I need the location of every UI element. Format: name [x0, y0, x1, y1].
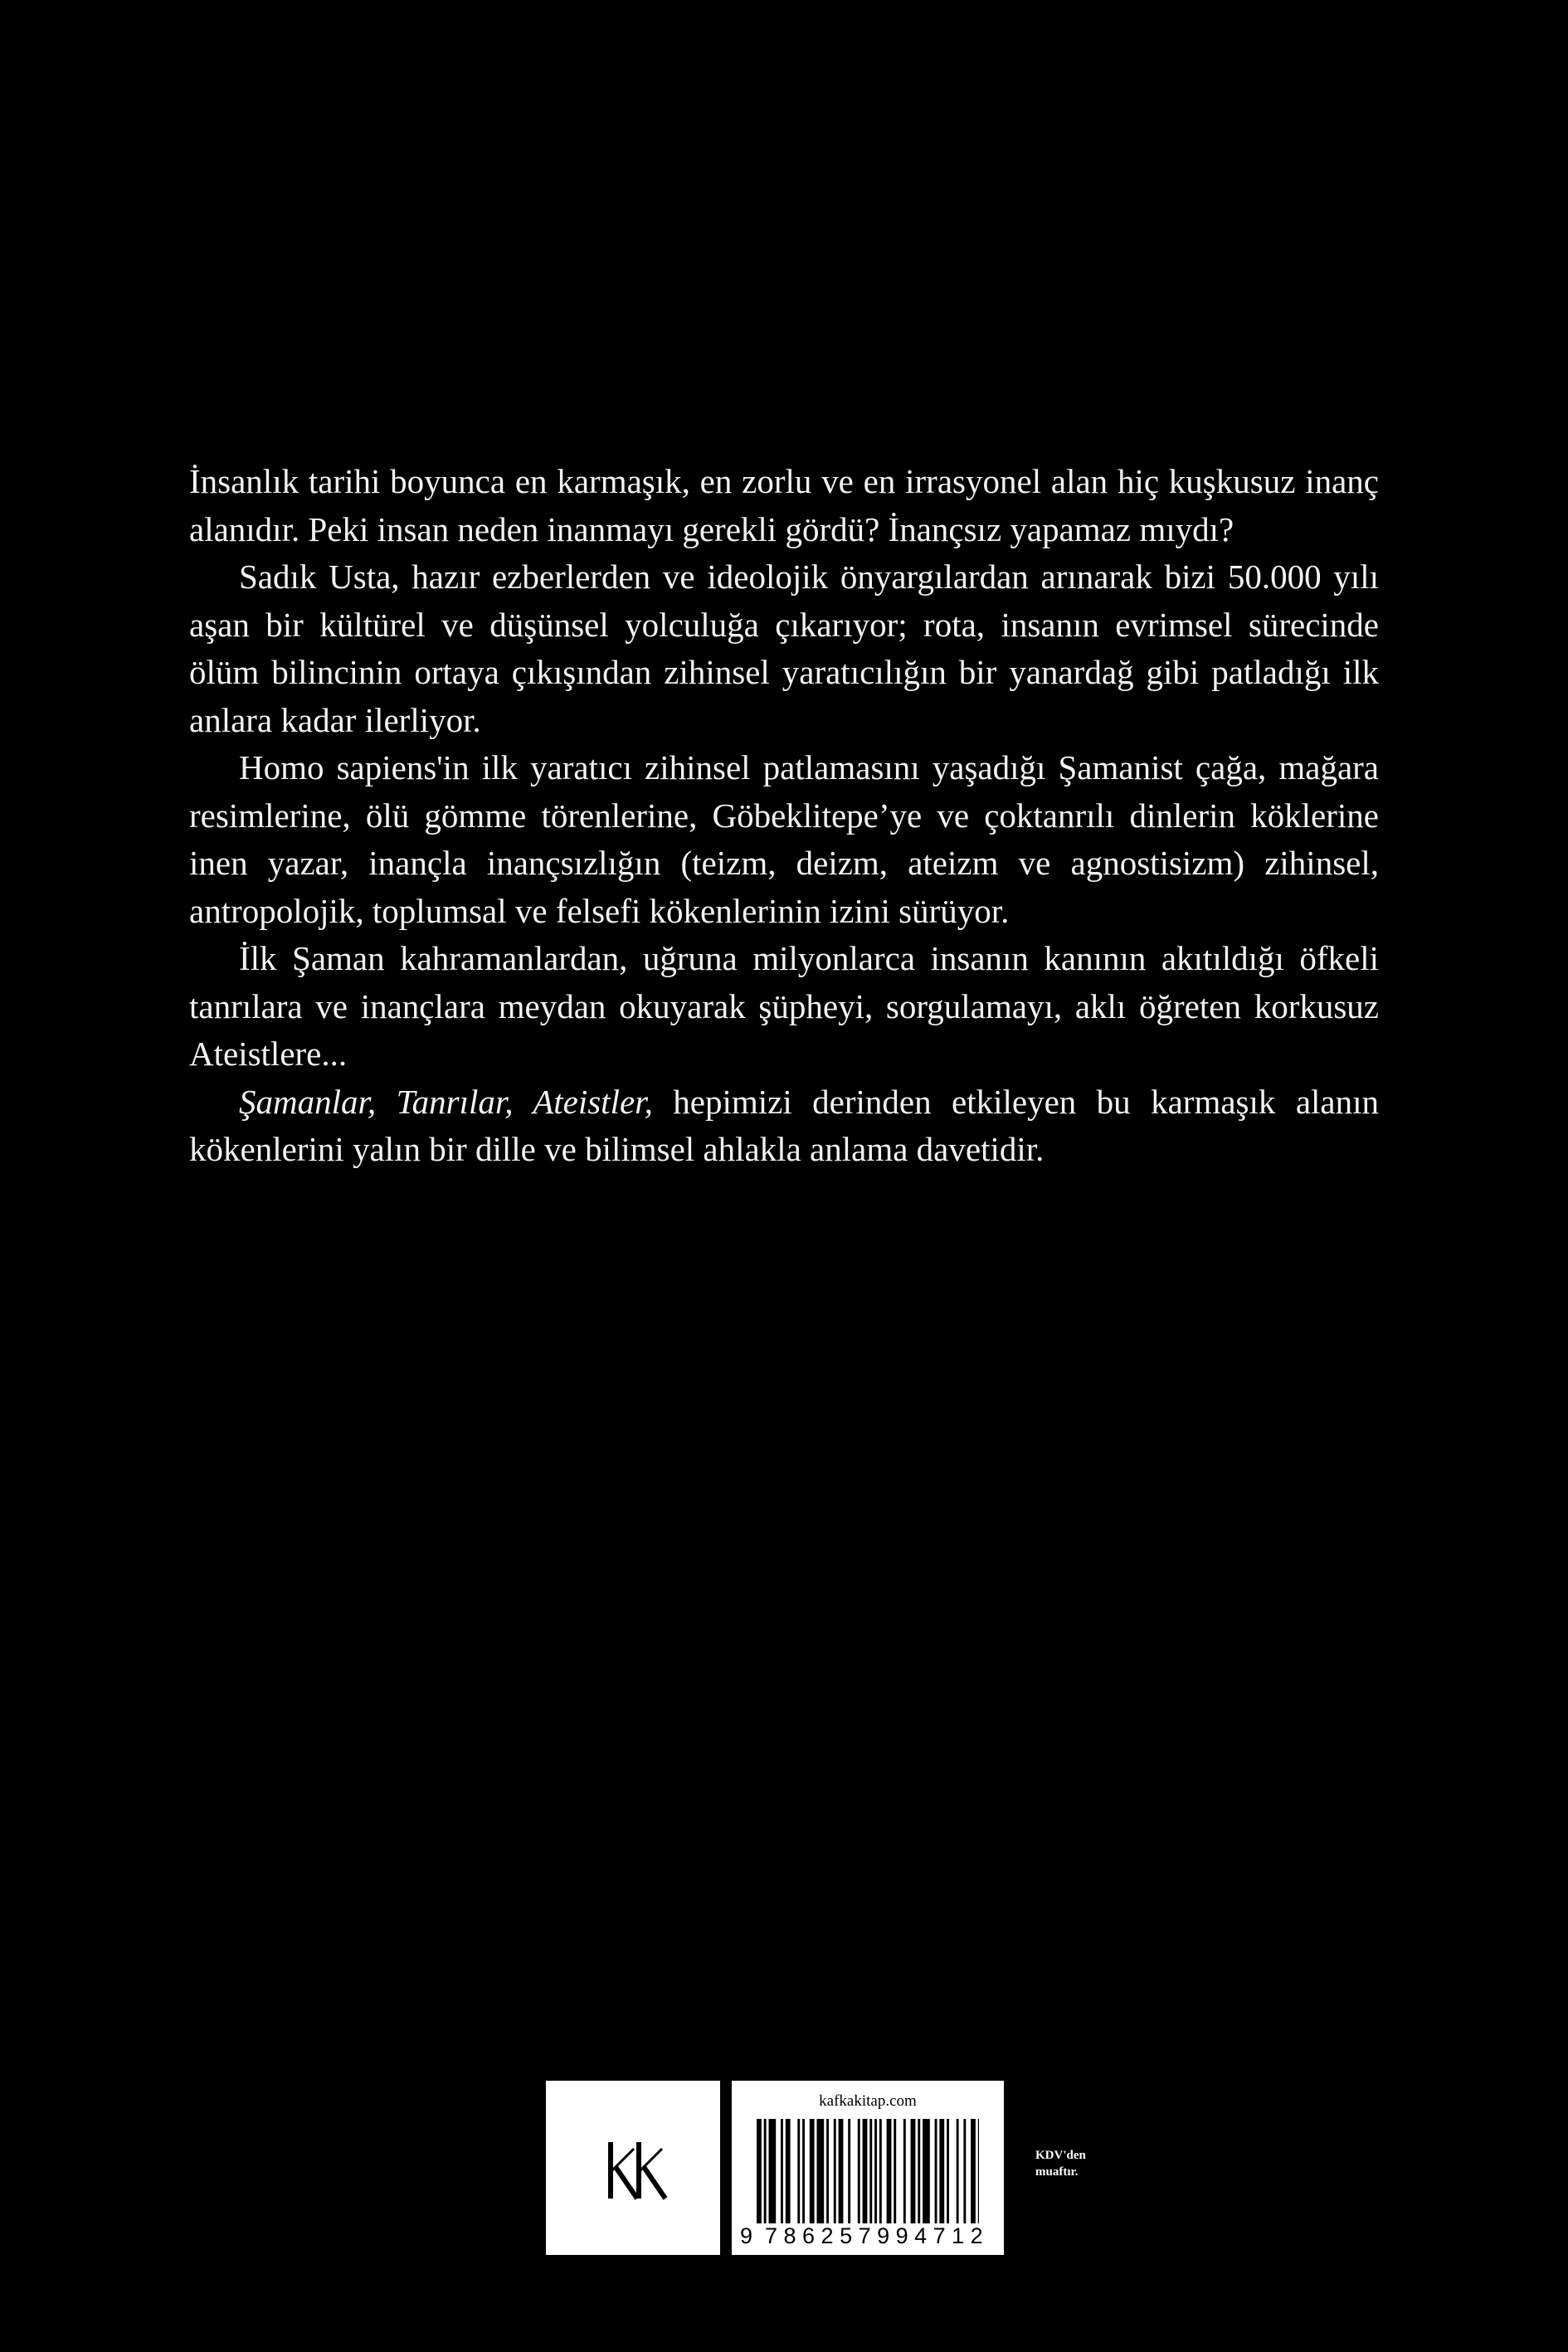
- barcode-bar: [769, 2119, 777, 2223]
- isbn-barcode: [757, 2119, 979, 2223]
- barcode-bar: [879, 2119, 882, 2223]
- barcode-bar: [802, 2119, 805, 2223]
- barcode-bar: [863, 2119, 868, 2223]
- kafka-kk-logo-icon: [546, 2081, 720, 2255]
- blurb-paragraph-3: Homo sapiens'in ilk yaratıcı zihinsel patlamasını yaşadığı Şamanist çağa, mağara resimlerine, ölü gömme törenlerine, Göbeklitepe’ye ve çoktanrılı dinlerin köklerine inen yazar, inançla inançsızlığın (teizm, deizm, ateizm ve agnostisizm) zihinsel, antropolojik, toplumsal ve felsefi kökenlerinin izini sürüyor.: [189, 748, 1379, 930]
- barcode-bar: [848, 2119, 850, 2223]
- barcode-bar: [797, 2119, 800, 2223]
- barcode-bar: [858, 2119, 860, 2223]
- vat-note-line-1: KDV'den: [1035, 2149, 1086, 2162]
- vat-exempt-note: [1035, 2147, 1110, 2180]
- publisher-website: kafkakitap.com: [819, 2092, 917, 2110]
- back-cover-blurb: [189, 458, 1379, 1174]
- barcode-bar: [935, 2119, 937, 2223]
- barcode-bar: [874, 2119, 877, 2223]
- barcode-bar: [978, 2119, 979, 2223]
- barcode-bar: [947, 2119, 949, 2223]
- barcode-bar: [963, 2119, 966, 2223]
- barcode-bar: [817, 2119, 825, 2223]
- barcode-bar: [923, 2119, 930, 2223]
- barcode-bar: [757, 2119, 762, 2223]
- blurb-paragraph-1: İnsanlık tarihi boyunca en karmaşık, en zorlu ve en irrasyonel alan hiç kuşkusuz inanç alanıdır. Peki insan neden inanmayı gerekli gördü? İnançsız yapamaz mıydı?: [189, 462, 1379, 548]
- barcode-bar: [957, 2119, 959, 2223]
- barcode-bar: [911, 2119, 916, 2223]
- barcode-bar: [971, 2119, 976, 2223]
- barcode-box: [732, 2081, 1004, 2255]
- barcode-bar: [810, 2119, 815, 2223]
- blurb-paragraph-5: [189, 1079, 1379, 1174]
- blurb-paragraph-5-text: hepimizi derinden etkileyen bu karmaşık alanın kökenlerini yalın bir dille ve bilimsel ahlakla anlama davetidir.: [189, 1082, 1379, 1168]
- publisher-logo-box: [546, 2081, 720, 2255]
- barcode-bar: [839, 2119, 844, 2223]
- barcode-bar: [786, 2119, 791, 2223]
- barcode-bar: [834, 2119, 836, 2223]
- barcode-bar: [781, 2119, 783, 2223]
- barcode-bar: [764, 2119, 767, 2223]
- barcode-bar: [939, 2119, 944, 2223]
- isbn-first-digit: 9: [740, 2223, 753, 2248]
- vat-note-line-2: muaftır.: [1035, 2165, 1079, 2179]
- barcode-bar: [869, 2119, 872, 2223]
- blurb-paragraph-2: Sadık Usta, hazır ezberlerden ve ideolojik önyargılardan arınarak bizi 50.000 yılı aşan bir kültürel ve düşünsel yolculuğa çıkarıyor; rota, insanın evrimsel sürecinde ölüm bilincinin ortaya çıkışından zihinsel yaratıcılığın bir yanardağ gibi patladığı ilk anlara kadar ilerliyor.: [189, 558, 1379, 739]
- barcode-bar: [903, 2119, 906, 2223]
- barcode-bar: [918, 2119, 920, 2223]
- blurb-paragraph-4: İlk Şaman kahramanlardan, uğruna milyonlarca insanın kanının akıtıldığı öfkeli tanrılara ve inançlara meydan okuyarak şüpheyi, sorgulamayı, aklı öğreten korkusuz Ateistlere...: [189, 939, 1379, 1073]
- isbn-digits: 786257994712: [765, 2223, 990, 2248]
- book-title-italic: Şamanlar, Tanrılar, Ateistler,: [239, 1082, 653, 1121]
- barcode-bar: [894, 2119, 896, 2223]
- barcode-bar: [826, 2119, 829, 2223]
- barcode-bar: [887, 2119, 892, 2223]
